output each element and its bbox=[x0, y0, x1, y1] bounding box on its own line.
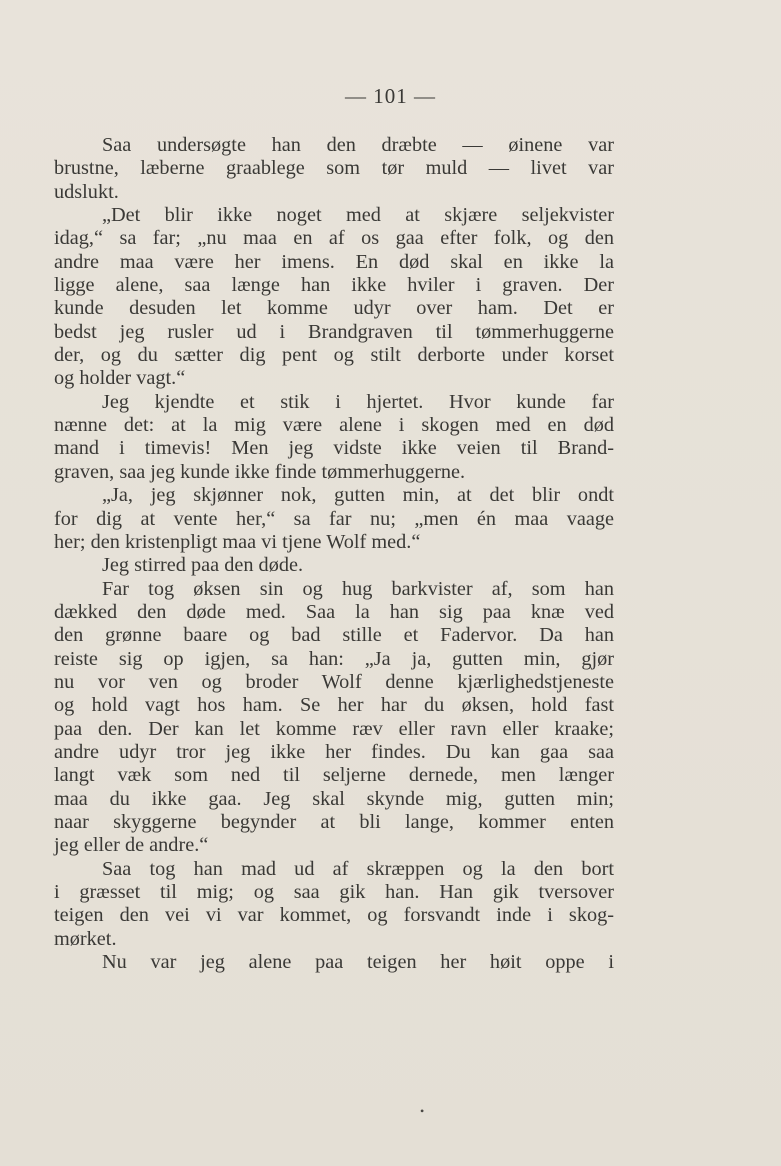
text-line: og holder vagt.“ bbox=[54, 367, 186, 390]
text-line: reiste sig op igjen, sa han: „Ja ja, gutten min, gjør bbox=[54, 647, 614, 670]
text-line: den grønne baare og bad stille et Fadervor. Da han bbox=[54, 624, 614, 647]
text-line: naar skyggerne begynder at bli lange, kommer enten bbox=[54, 810, 614, 833]
text-line: kunde desuden let komme udyr over ham. Det er bbox=[54, 297, 614, 320]
text-line: ligge alene, saa længe han ikke hviler i graven. Der bbox=[54, 274, 614, 297]
text-line: langt væk som ned til seljerne dernede, men længer bbox=[54, 764, 614, 787]
text-line: jeg eller de andre.“ bbox=[54, 834, 209, 857]
text-line: nu vor ven og broder Wolf denne kjærlighedstjeneste bbox=[54, 670, 614, 693]
text-line: Saa undersøgte han den dræbte — øinene var bbox=[102, 134, 614, 156]
page-number: — 101 — bbox=[345, 84, 436, 108]
text-line: dækked den døde med. Saa la han sig paa knæ ved bbox=[54, 600, 614, 623]
text-line: Far tog øksen sin og hug barkvister af, som han bbox=[102, 577, 614, 600]
text-line: andre udyr tror jeg ikke her findes. Du kan gaa saa bbox=[54, 740, 614, 763]
text-line: mand i timevis! Men jeg vidste ikke veien til Brand- bbox=[54, 437, 614, 460]
text-line: Jeg stirred paa den døde. bbox=[102, 554, 304, 577]
text-line: „Ja, jeg skjønner nok, gutten min, at det blir ondt bbox=[102, 484, 614, 507]
text-line: Jeg kjendte et stik i hjertet. Hvor kunde far bbox=[102, 390, 614, 413]
text-line: paa den. Der kan let komme ræv eller ravn eller kraake; bbox=[54, 717, 614, 740]
body-text bbox=[54, 134, 614, 974]
text-line: „Det blir ikke noget med at skjære seljekvister bbox=[102, 204, 614, 227]
footer-mark: • bbox=[420, 1104, 425, 1118]
text-line: idag,“ sa far; „nu maa en af os gaa efter folk, og den bbox=[54, 227, 614, 250]
text-line: i græsset til mig; og saa gik han. Han gik tversover bbox=[54, 881, 614, 903]
text-line: der, og du sætter dig pent og stilt derborte under korset bbox=[54, 344, 614, 367]
text-line: Nu var jeg alene paa teigen her høit oppe i bbox=[102, 951, 614, 974]
text-line: udslukt. bbox=[54, 180, 119, 203]
text-line: teigen den vei vi var kommet, og forsvandt inde i skog- bbox=[54, 904, 614, 927]
text-line: andre maa være her imens. En død skal en ikke la bbox=[54, 250, 614, 273]
text-line: brustne, læberne graablege som tør muld — livet var bbox=[54, 157, 614, 180]
text-line: Saa tog han mad ud af skræppen og la den bort bbox=[102, 857, 614, 880]
text-line: maa du ikke gaa. Jeg skal skynde mig, gutten min; bbox=[54, 787, 614, 810]
text-line: mørket. bbox=[54, 927, 117, 950]
text-line: her; den kristenpligt maa vi tjene Wolf med.“ bbox=[54, 530, 421, 553]
text-line: for dig at vente her,“ sa far nu; „men én maa vaage bbox=[54, 507, 614, 530]
text-line: bedst jeg rusler ud i Brandgraven til tømmerhuggerne bbox=[54, 320, 614, 343]
text-line: og hold vagt hos ham. Se her har du øksen, hold fast bbox=[54, 694, 614, 717]
text-line: graven, saa jeg kunde ikke finde tømmerhuggerne. bbox=[54, 460, 466, 483]
text-line: nænne det: at la mig være alene i skogen med en død bbox=[54, 414, 614, 437]
